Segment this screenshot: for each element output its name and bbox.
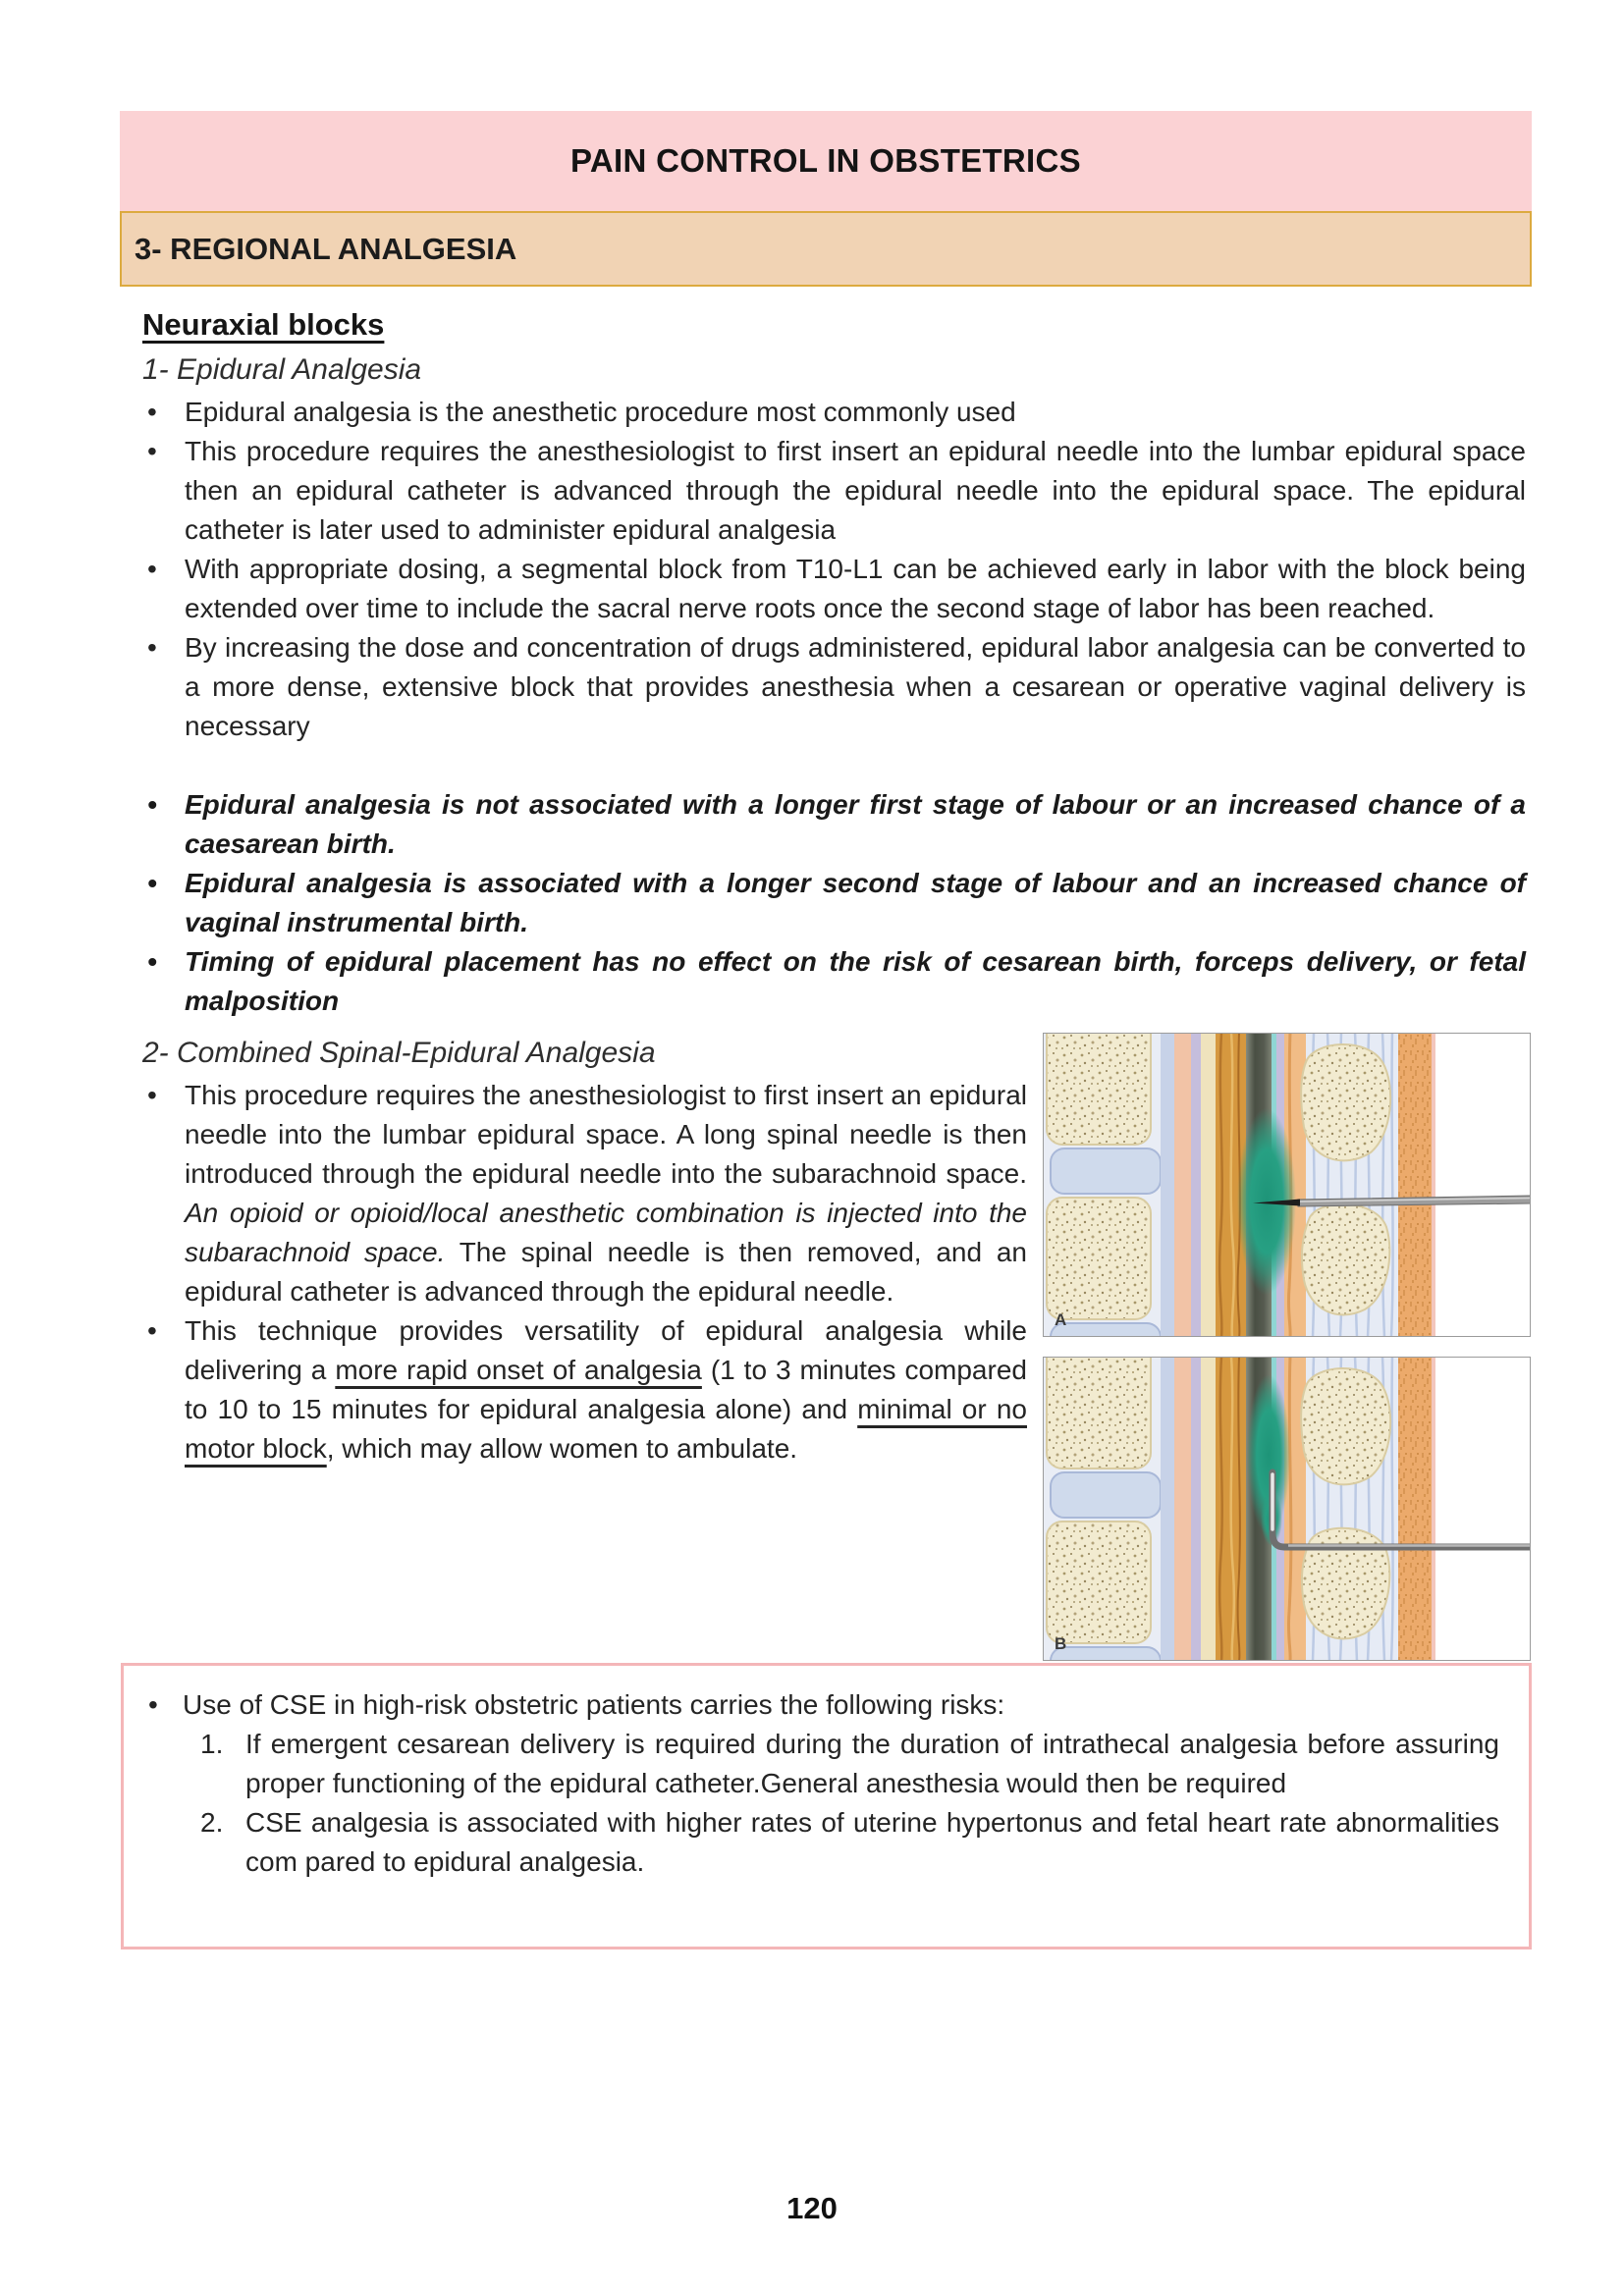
page-number: 120 [786,2191,838,2225]
bullet-icon: • [147,554,157,584]
underlined-phrase: minimal or no motor block [185,1394,1027,1464]
bullet-icon: • [147,436,157,466]
subheading-cse: 2- Combined Spinal-Epidural Analgesia [142,1037,656,1069]
list-item [142,1076,1027,1311]
list-item [142,432,1526,550]
bullet-icon: • [147,397,157,427]
panel-b-label: B [1055,1634,1067,1653]
bullet-text: This technique provides versatility of epidural analgesia while delivering a more rapid onset of analgesia (1 to 3 minutes compared to 10 to 15 minutes for epidural analgesia alone) and minimal or no motor block, which may allow women to ambulate. [185,1315,1027,1464]
bullet-icon: • [148,1689,158,1720]
section-heading-banner [120,211,1532,287]
panel-a-label: A [1055,1310,1067,1329]
risk-intro-text: Use of CSE in high-risk obstetric patients carries the following risks: [183,1689,1005,1720]
risk-item [145,1803,1499,1882]
risk-item-text: If emergent cesarean delivery is required during the duration of intrathecal analgesia before assuring proper functioning of the epidural catheter.General anesthesia would then be required [245,1729,1499,1798]
risk-intro [145,1685,1499,1725]
bullet-icon: • [147,789,157,820]
bullet-icon: • [147,1080,157,1110]
list-item [142,864,1526,942]
subheading-epidural: 1- Epidural Analgesia [142,353,422,386]
epidural-bullet-list [142,393,1526,785]
cse-section [142,1033,1531,1661]
list-number: 1. [200,1729,224,1759]
underlined-phrase: more rapid onset of analgesia [335,1355,702,1385]
bullet-icon: • [147,632,157,663]
bullet-text: Epidural analgesia is associated with a longer second stage of labour and an increased chance of vaginal instrumental birth. [185,868,1526,937]
bullet-text: Epidural analgesia is the anesthetic procedure most commonly used [185,397,1016,427]
page-title: PAIN CONTROL IN OBSTETRICS [570,142,1081,179]
page-title-banner [120,111,1532,211]
list-item [142,1311,1027,1468]
bullet-text: Epidural analgesia is not associated with a longer first stage of labour or an increased chance of a caesarean birth. [185,789,1526,859]
cse-risk-box [121,1663,1532,1949]
italic-phrase: An opioid or opioid/local anesthetic combination is injected into the subarachnoid space. [185,1198,1027,1267]
list-item [142,628,1526,746]
bullet-icon: • [147,1315,157,1346]
list-item [142,942,1526,1021]
neuraxial-heading: Neuraxial blocks [142,307,385,342]
list-item [142,550,1526,628]
bullet-icon: • [147,868,157,898]
list-item [142,393,1526,432]
spine-illustration [1043,1033,1531,1661]
list-number: 2. [200,1807,224,1838]
bullet-text: By increasing the dose and concentration of drugs administered, epidural labor analgesia can be converted to a more dense, extensive block that provides anesthesia when a cesarean or operative vaginal delivery is necessary [185,632,1526,741]
bullet-text: This procedure requires the anesthesiologist to first insert an epidural needle into the lumbar epidural space then an epidural catheter is advanced through the epidural needle into the epidural space. The epidural catheter is later used to administer epidural analgesia [185,436,1526,545]
section-heading: 3- REGIONAL ANALGESIA [135,231,517,266]
risk-item [145,1725,1499,1803]
panel-b [1043,1341,1531,1661]
bullet-text: With appropriate dosing, a segmental block from T10-L1 can be achieved early in labor with the block being extended over time to include the sacral nerve roots once the second stage of labor has been reached. [185,554,1526,623]
bullet-text: Timing of epidural placement has no effect on the risk of cesarean birth, forceps delivery, or fetal malposition [185,946,1526,1016]
list-item [142,785,1526,864]
spine-diagram [1043,1033,1531,1661]
panel-a [1043,1033,1531,1368]
risk-item-text: CSE analgesia is associated with higher rates of uterine hypertonus and fetal heart rate abnormalities com pared to epidural analgesia. [245,1807,1499,1877]
bullet-text: This procedure requires the anesthesiologist to first insert an epidural needle into the lumbar epidural space. A long spinal needle is then introduced through the epidural needle into the subarachnoid space. An opioid or opioid/local anesthetic combination is injected into the subarachnoid space. The spinal needle is then removed, and an epidural catheter is advanced through the epidural needle. [185,1080,1028,1307]
bullet-icon: • [147,946,157,977]
epidural-key-points-list [142,785,1526,1021]
